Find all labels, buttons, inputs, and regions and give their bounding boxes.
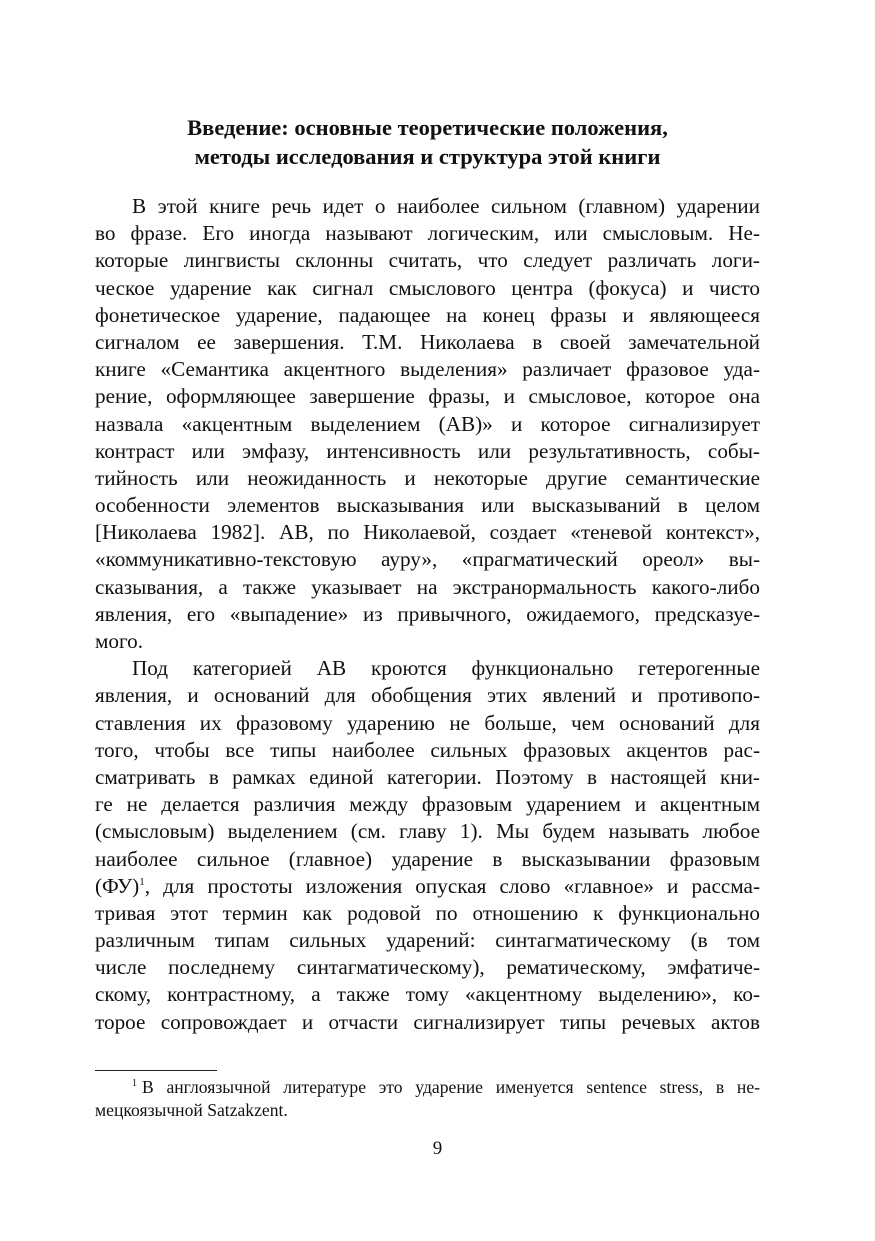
text-line: тийность или неожиданность и некоторые другие семантические — [95, 465, 760, 490]
text-line: сказывания, а также указывает на экстранормальность какого-либо — [95, 574, 760, 599]
text-segment: , для простоты изложения опуская слово «главное» и рассма- — [144, 873, 760, 898]
footnote-line — [95, 1076, 760, 1099]
text-line: фонетическое ударение, падающее на конец фразы и являющееся — [95, 302, 760, 327]
text-line: явления, и оснований для обобщения этих явлений и противопо- — [95, 683, 760, 708]
text-line: торое сопровождает и отчасти сигнализирует типы речевых актов — [95, 1009, 760, 1034]
page-number: 9 — [432, 1138, 443, 1159]
text-line: мого. — [95, 629, 144, 653]
text-line: Под категорией АВ кроются функционально гетерогенные — [132, 656, 760, 681]
text-line: ставления их фразовому ударению не больше, чем оснований для — [95, 710, 760, 735]
text-line: того, чтобы все типы наиболее сильных фразовых акцентов рас- — [95, 737, 760, 762]
text-line: скому, контрастному, а также тому «акцентному выделению», ко- — [95, 982, 760, 1007]
text-line: особенности элементов высказывания или высказываний в целом — [95, 493, 760, 518]
text-line: (смысловым) выделением (см. главу 1). Мы будем называть любое — [95, 819, 760, 844]
body-text — [95, 193, 760, 1036]
text-line: ческое ударение как сигнал смыслового центра (фокуса) и чисто — [95, 275, 760, 300]
paragraph-2 — [95, 655, 760, 1036]
footnote-reference: 1 — [139, 875, 145, 888]
text-line: контраст или эмфазу, интенсивность или результативность, собы- — [95, 438, 760, 463]
footnote-line: мецкоязычной Satzakzent. — [95, 1100, 288, 1120]
text-line: назвала «акцентным выделением (АВ)» и которое сигнализирует — [95, 411, 760, 436]
text-line: ге не делается различия между фразовым ударением и акцентным — [95, 792, 760, 817]
text-line: явления, его «выпадение» из привычного, ожидаемого, предсказуе- — [95, 601, 760, 626]
text-line: В этой книге речь идет о наиболее сильном (главном) ударении — [132, 194, 760, 218]
text-line: различным типам сильных ударений: синтагматическому (в том — [95, 928, 760, 953]
text-segment: (ФУ) — [95, 873, 140, 898]
paragraph-1 — [95, 193, 760, 655]
text-line: [Николаева 1982]. АВ, по Николаевой, создает «теневой контекст», — [95, 520, 760, 545]
text-line: во фразе. Его иногда называют логическим, или смысловым. Не- — [95, 221, 760, 246]
footnote-number: 1 — [132, 1078, 137, 1089]
footnote — [95, 1076, 760, 1122]
text-line: «коммуникативно-текстовую ауру», «прагматический ореол» вы- — [95, 547, 760, 572]
text-line: которые лингвисты склонны считать, что следует различать логи- — [95, 248, 760, 273]
text-line: сматривать в рамках единой категории. Поэтому в настоящей кни- — [95, 764, 760, 789]
text-line: числе последнему синтагматическому), рематическому, эмфатиче- — [95, 955, 760, 980]
text-line: книге «Семантика акцентного выделения» различает фразовое уда- — [95, 357, 760, 382]
text-line: тривая этот термин как родовой по отношению к функционально — [95, 900, 760, 925]
heading-line-1: Введение: основные теоретические положения, — [187, 115, 668, 140]
text-line: рение, оформляющее завершение фразы, и смысловое, которое она — [95, 384, 760, 409]
text-line-with-footnote-mark — [95, 873, 760, 900]
heading-line-2: методы исследования и структура этой книги — [194, 144, 661, 169]
text-line: сигналом ее завершения. Т.М. Николаева в своей замечательной — [95, 329, 760, 354]
footnote-text: В англоязычной литературе это ударение именуется sentence stress, в не- — [142, 1077, 760, 1097]
chapter-heading — [95, 113, 760, 171]
text-line: наиболее сильное (главное) ударение в высказывании фразовым — [95, 846, 760, 871]
footnote-separator — [95, 1070, 217, 1071]
